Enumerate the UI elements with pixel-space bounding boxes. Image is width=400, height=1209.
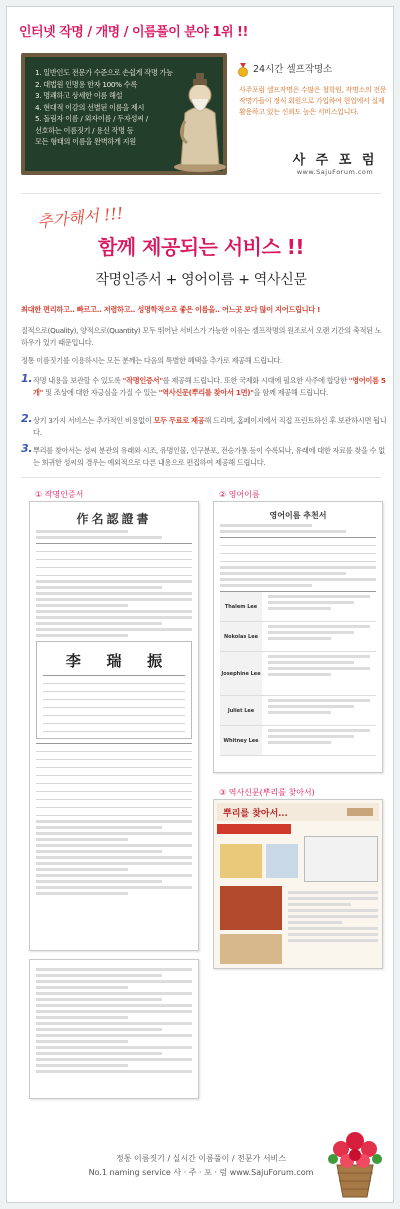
certificate-title: 作名認證書 [76,512,152,526]
item-number: 2. [21,412,33,425]
medal-heading [237,61,332,77]
benefit-item-1 [21,372,387,398]
item-highlight: "영어이름 5개" [33,376,386,397]
feature-item: 1. 일반인도 전문가 수준으로 손쉽게 작명 가능 [35,68,173,77]
item-text: 을 함께 제공해 드립니다. [253,387,329,397]
feature-item: 4. 현대적 이감의 선별된 이름을 제시 [35,102,145,112]
name-row [220,622,376,652]
services-subheading: 작명인증서 + 영어이름 + 역사신문 [95,272,307,288]
name-hanja [53,650,175,671]
name-row [220,652,376,696]
brand-logo [275,149,395,176]
item-highlight: "역사신문(뿌리를 찾아서 1면)" [158,387,254,397]
benefit-item-3 [21,442,387,468]
newspaper-masthead [217,803,379,821]
name-row [220,592,376,622]
item-highlight: "작명인증서" [122,376,163,385]
services-heading: 함께 제공되는 서비스 !! [97,235,304,259]
benefit-item-2 [21,412,387,438]
certificate-page-2-preview [29,959,199,1099]
feature-item: 2. 대법원 인명용 한자 100% 수록 [35,79,137,89]
notice-text: 최대한 편리하고.. 빠르고.. 저렴하고.. 성명학적으로 좋은 이름을.. 어느곳 보다 많이 지어드립니다 ! [21,305,321,314]
english-name: Whitney Lee [220,726,262,755]
quality-paragraph: 질적으로(Quality), 양적으로(Quantity) 모두 뛰어난 서비스가 가능한 이유는 셀프작명의 원조로서 오랜 기간의 축적된 노하우가 있기 때문입니다. [21,326,382,347]
hanja-char: 振 [147,652,163,670]
english-name-preview [213,501,383,773]
page-frame [6,6,394,1203]
hanja-char: 瑞 [106,652,122,670]
caption-history-newspaper: ③ 역사신문(뿌리를 찾아서) [219,788,315,797]
english-name-title: 영어이름 추천서 [269,510,327,520]
medal-description: 사주포럼 셀프작명은 수많은 철학원, 작명소의 전문 작명가들이 정식 회원으로 가입하여 현업에서 실제 활용하고 있는 신뢰도 높은 서비스입니다. [239,86,387,116]
english-name: Josephine Lee [220,652,262,695]
hanja-char: 李 [65,652,81,670]
name-row [220,726,376,756]
item-text: 작명 내용을 보관할 수 있도록 [33,376,123,385]
feature-item: 모든 형태의 이름을 완벽하게 지원 [35,137,136,146]
item-number: 1. [21,372,33,385]
newspaper-title: 뿌리를 찾아서... [223,808,288,819]
sage-figure-icon [167,61,233,173]
english-name: Nokolas Lee [220,622,262,651]
item-text: 해 드리며, 홈페이지에서 직접 프린트하신 후 보관하시면 됩니다. [33,416,387,437]
item-text: 를 제공해 드립니다. 또한 국제화 시대에 필요한 사주에 합당한 [162,376,349,385]
divider [21,193,381,194]
certificate-preview [29,501,199,951]
brand-name: 사 주 포 럼 [292,153,378,168]
brand-url: www.SajuForum.com [296,168,374,176]
english-name: Thalem Lee [220,592,262,621]
benefit-paragraph: 정통 이름짓기를 이용하시는 모든 분께는 다음의 특별한 혜택을 추가로 제공해 드립니다. [21,356,282,365]
item-number: 3. [21,442,33,455]
item-text: 상기 3가지 서비스는 추가적인 비용없이 [33,416,154,425]
top-title: 인터넷 작명 / 개명 / 이름풀이 분야 1위 !! [19,25,248,40]
medal-icon [237,63,249,77]
feature-item: 5. 돌림자 이름 / 외자이름 / 두자성씨 / [35,114,148,123]
item-highlight: 모두 무료로 제공 [153,416,205,425]
caption-english-name: ② 영어이름 [219,490,260,499]
item-text: 뿌리를 찾아서는 성씨 분관의 유래와 시조, 유명인물, 인구분포, 전승가통 등이 수록되나, 유래에 대한 자료를 찾을 수 없는 희귀한 성씨의 경우는 예외적으로 다른 내용으로 편집하여 제공해 드립니다. [33,446,385,467]
divider [21,477,381,478]
name-row [220,696,376,726]
medal-title: 24시간 셀프작명소 [253,64,333,75]
item-text: 및 조상에 대한 자긍심을 가질 수 있는 [43,387,159,397]
history-newspaper-preview [213,799,383,969]
english-name-table [220,591,376,756]
feature-item: 선호하는 이름짓기 / 용신 작명 등 [35,125,134,135]
caption-certificate: ① 작명인증서 [35,490,84,499]
footer-services: 정통 이름짓기 / 실시간 이름풀이 / 전문가 서비스 [115,1154,287,1163]
hanja-box [36,641,192,739]
handwritten-note: 추가해서 !!! [36,203,125,232]
feature-item: 3. 명쾌하고 상세한 이름 해설 [35,91,123,100]
footer-brand: No.1 naming service 사 · 주 · 포 · 럼 www.SajuForum.com [88,1168,314,1177]
english-name: Juliet Lee [220,696,262,725]
